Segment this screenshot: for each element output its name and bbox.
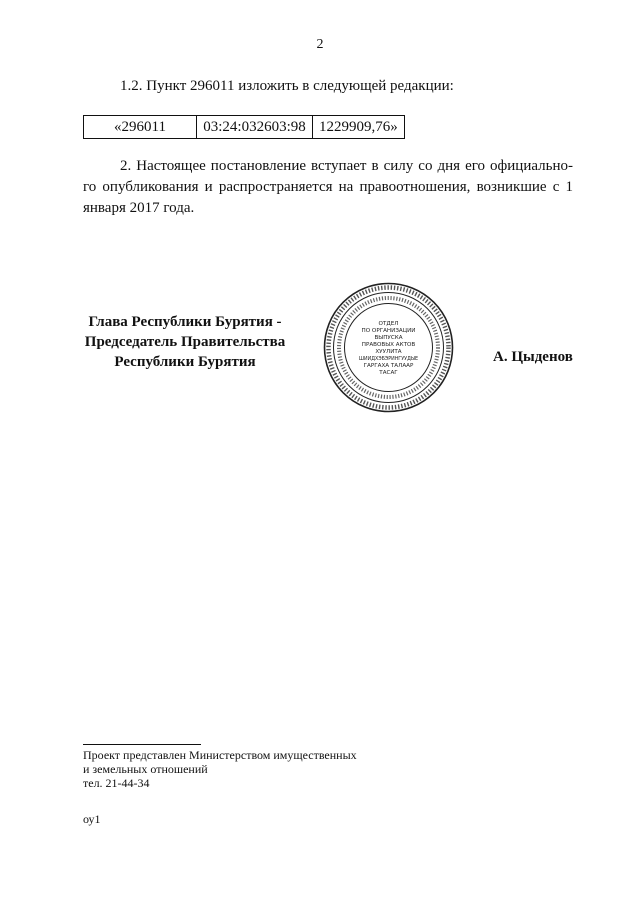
signatory-name: А. Цыденов (493, 349, 573, 365)
seal-text-line: ТАСАГ (379, 370, 398, 376)
seal-text-line: ХУУЛИТА (375, 349, 402, 355)
page-number: 2 (316, 37, 324, 52)
table-cell-value: 1229909,76» (313, 116, 405, 139)
footnote-line: тел. 21-44-34 (83, 776, 150, 790)
amendment-table (83, 115, 405, 139)
seal-text-line: ПРАВОВЫХ АКТОВ (361, 342, 416, 348)
table-row (84, 116, 405, 139)
seal-text-line: ВЫПУСКА (374, 335, 403, 341)
signatory-title (70, 312, 300, 372)
footnote-line: Проект представлен Министерством имущественных (83, 748, 357, 762)
clause-text: 1.2. Пункт 296011 изложить в следующей редакции: (120, 78, 454, 94)
signatory-title-line: Председатель Правительства (84, 334, 286, 350)
signatory-title-line: Глава Республики Бурятия - (88, 314, 282, 330)
effective-date-paragraph: 2. Настоящее постановление вступает в силу со дня его официально-го опубликования и распространяется на правоотношения, возникшие с 1 января 2017 года. (83, 158, 573, 216)
seal-text-line: ГАРГАХА ТАЛААР (363, 363, 414, 369)
official-seal (322, 281, 455, 414)
footnote (83, 748, 357, 790)
document-code: оу1 (83, 812, 101, 826)
seal-text-line: ОТДЕЛ (378, 321, 399, 327)
seal-text-line: ШИИДХЭБЭРИНГУУДЫЕ (358, 357, 419, 362)
footnote-line: и земельных отношений (83, 762, 208, 776)
table-cell-cadastral-number: 03:24:032603:98 (197, 116, 313, 139)
seal-text-line: ПО ОРГАНИЗАЦИИ (361, 328, 416, 334)
table-cell-point: «296011 (84, 116, 197, 139)
footnote-divider (83, 744, 201, 745)
signatory-title-line: Республики Бурятия (114, 354, 256, 370)
